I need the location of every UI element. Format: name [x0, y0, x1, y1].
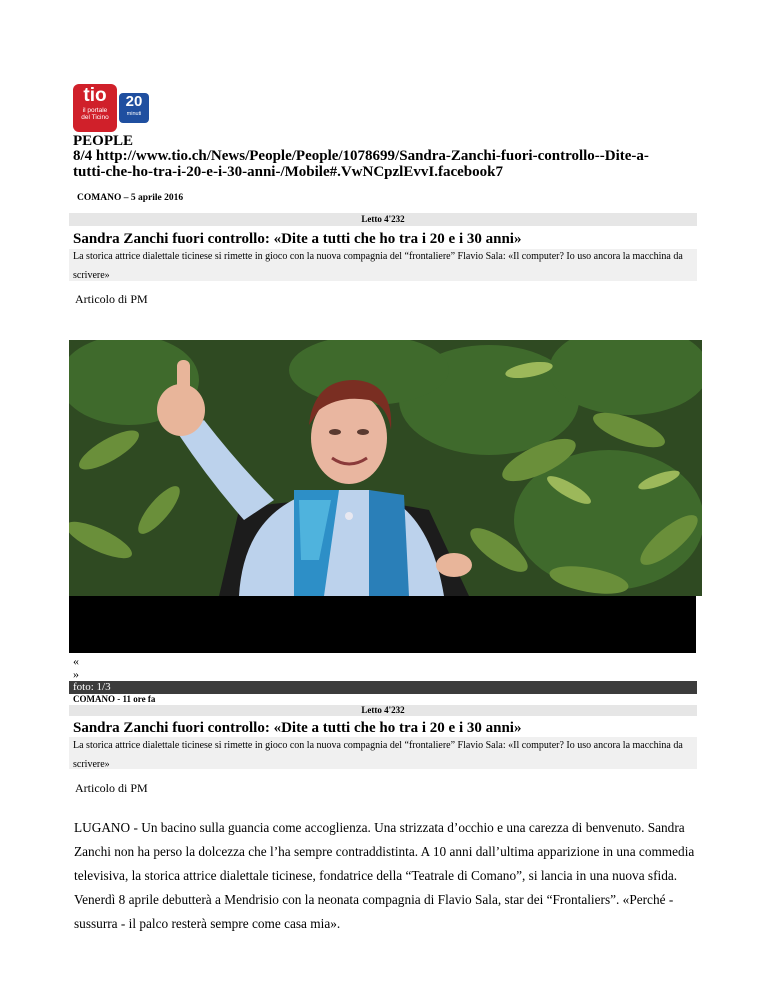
badge-sub: minuti — [126, 111, 142, 117]
article-lead-2: La storica attrice dialettale ticinese si rimette in gioco con la nuova compagnia del “frontaliere” Flavio Sala: «Il computer? Io uso ancora la macchina da scrivere» — [73, 740, 683, 770]
read-count-2: Letto 4'232 — [361, 705, 405, 715]
logo-tagline-2: del Ticino — [81, 114, 109, 121]
tio-logo[interactable] — [73, 84, 153, 132]
photo-letterbox — [69, 596, 696, 653]
photo-illustration — [69, 340, 702, 596]
gallery-prev-button[interactable]: « — [73, 654, 79, 668]
20-minuti-badge — [119, 93, 149, 123]
article-photo — [69, 340, 702, 596]
article-byline-2: Articolo di PM — [75, 781, 148, 795]
logo-tagline-1: il portale — [82, 107, 108, 114]
photo-caption: foto: 1/3 — [69, 681, 697, 694]
article-byline: Articolo di PM — [75, 292, 148, 306]
article-headline[interactable]: Sandra Zanchi fuori controllo: «Dite a tutti che ho tra i 20 e i 30 anni» — [73, 231, 522, 247]
dateline-relative: COMANO - 11 ore fa — [73, 694, 156, 704]
read-count: Letto 4'232 — [361, 214, 405, 224]
gallery-next-button[interactable]: » — [73, 667, 79, 681]
source-url[interactable]: 8/4 http://www.tio.ch/News/People/People/1078699/Sandra-Zanchi-fuori-controllo--Dite-a-tutti-che-ho-tra-i-20-e-i-30-anni-/Mobile#.VwNCpzlEvvI.facebook7 — [73, 148, 649, 180]
article-headline-2[interactable]: Sandra Zanchi fuori controllo: «Dite a tutti che ho tra i 20 e i 30 anni» — [73, 720, 522, 736]
read-count-bar-2 — [69, 705, 697, 716]
badge-number: 20 — [125, 93, 143, 110]
article-body: LUGANO - Un bacino sulla guancia come accoglienza. Una strizzata d’occhio e una carezza di benvenuto. Sandra Zanchi non ha perso la dolcezza che l’ha sempre contraddistinta. A 10 anni dall’ultima apparizione in una commedia televisiva, la storica attrice dialettale ticinese, fondatrice della “Teatrale di Comano”, si lancia in una nuova sfida. Venerdì 8 aprile debutterà a Mendrisio con la neonata compagnia di Flavio Sala, star dei “Frontaliers”. «Perché - sussurra - il palco resterà sempre come casa mia». — [74, 820, 695, 931]
logo-name: tio — [83, 85, 107, 106]
tio-logo-mark — [73, 84, 117, 132]
section-title: PEOPLE — [73, 133, 134, 149]
dateline: COMANO – 5 aprile 2016 — [77, 193, 184, 203]
read-count-bar — [69, 213, 697, 226]
article-lead: La storica attrice dialettale ticinese si rimette in gioco con la nuova compagnia del “frontaliere” Flavio Sala: «Il computer? Io uso ancora la macchina da scrivere» — [73, 251, 683, 281]
